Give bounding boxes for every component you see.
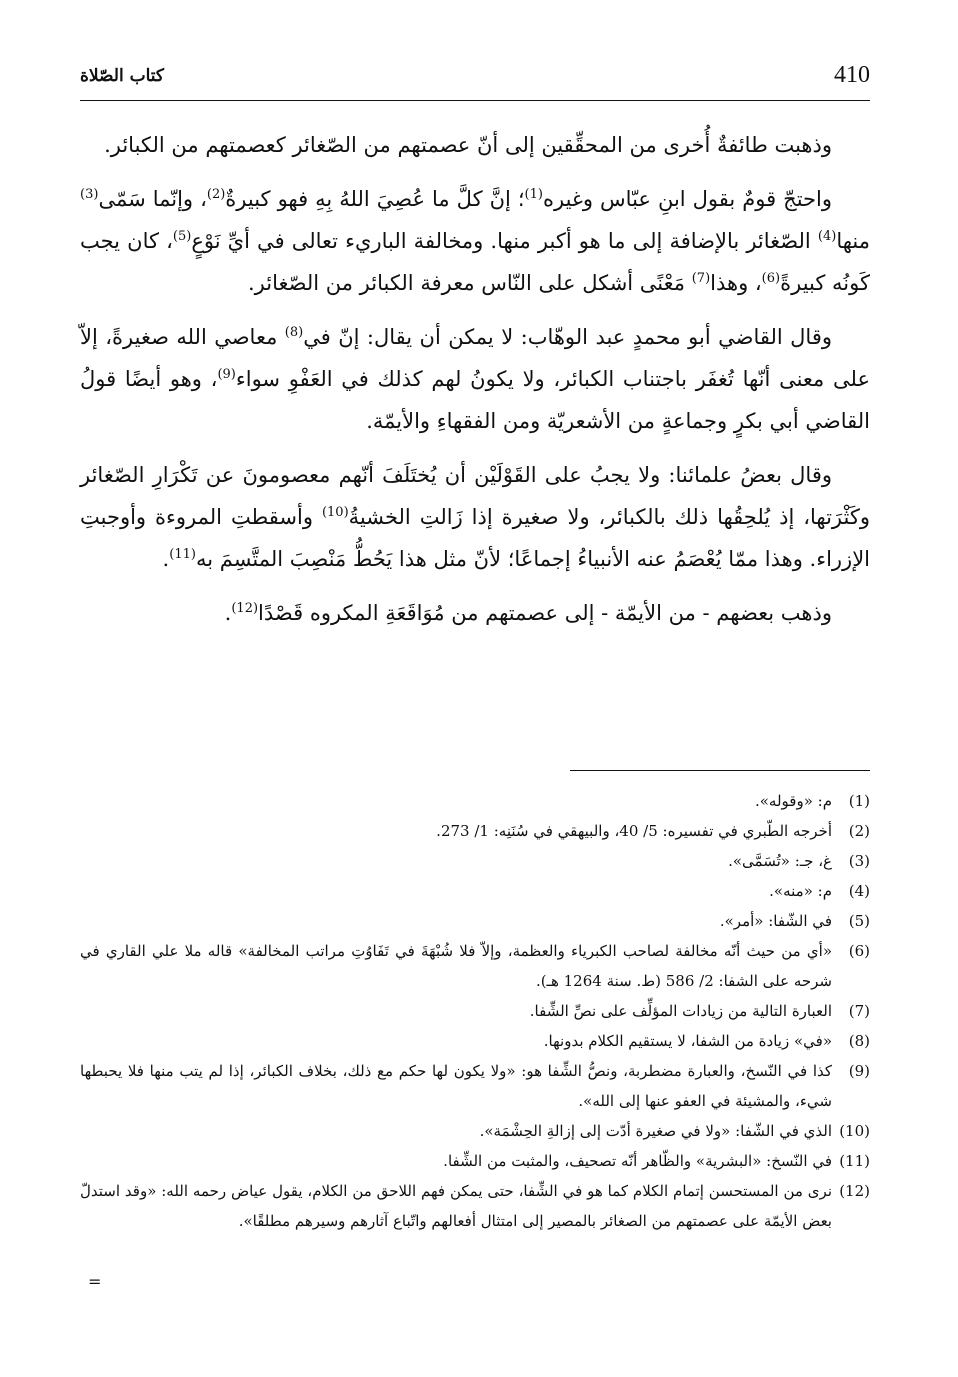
footnote — [80, 1116, 870, 1146]
footnote-text: في النّسخ: «البشرية» والظّاهر أنّه تصحيف، والمثبت من الشِّفا. — [443, 1152, 832, 1170]
footnote-number: (10) — [839, 1122, 870, 1140]
paragraph-2 — [80, 178, 870, 304]
footnote — [80, 876, 870, 906]
paragraph-4 — [80, 454, 870, 580]
p2-text-g: ، وهذا — [710, 271, 762, 295]
p2-text-h: مَعْنًى أشكل على النّاس معرفة الكبائر من الصّغائر. — [247, 271, 692, 295]
page-number: 410 — [834, 62, 870, 88]
footnote-ref-4[interactable]: (4) — [817, 229, 837, 244]
footnote-text: م: «وقوله». — [754, 792, 832, 810]
paragraph-3 — [80, 316, 870, 442]
footnote-ref-2[interactable]: (2) — [206, 187, 226, 202]
footnote-text: كذا في النّسخ، والعبارة مضطربة، ونصُّ الشِّفا هو: «ولا يكون لها حكم مع ذلك، بخلاف الكبائر، إذا لم يتب منها فلا يحبطها شيء، والمشيئة في العفو عنها إلى الله». — [80, 1062, 832, 1110]
footnote-number: (8) — [848, 1032, 870, 1050]
footnote-ref-5[interactable]: (5) — [172, 229, 192, 244]
footnote-ref-6[interactable]: (6) — [761, 271, 781, 286]
footnote-ref-10[interactable]: (10) — [321, 505, 349, 520]
footnote-number: (11) — [839, 1152, 870, 1170]
footnote — [80, 1026, 870, 1056]
p3-text-a: وقال القاضي أبو محمدٍ عبد الوهّاب: لا يمكن أن يقال: إنّ في — [303, 325, 832, 349]
p4-text-b: وأسقطتِ المروءة وأوجبتِ الإزراء. وهذا ممّا يُعْصَمُ عنه الأنبياءُ إجماعًا؛ لأنّ مثل هذا يَحُطُّ مَنْصِبَ المتَّسِمَ به — [80, 505, 870, 571]
footnote-text: أخرجه الطّبري في تفسيره: 5/ 40، والبيهقي في سُنَنِه: 1/ 273. — [436, 822, 832, 840]
footnote-text: نرى من المستحسن إتمام الكلام كما هو في الشِّفا، حتى يمكن فهم اللاحق من الكلام، يقول عياض رحمه الله: «وقد استدلّ بعض الأيمّة على عصمتهم من الصغائر بالمصير إلى امتثال أفعالهم واتّباع آثارهم وسيرهم مطلقًا». — [80, 1182, 832, 1230]
p2-text-b: ؛ إنَّ كلَّ ما عُصِيَ اللهُ بِهِ فهو كبيرةٌ — [225, 187, 525, 211]
footnote-number: (7) — [848, 1002, 870, 1020]
footnote — [80, 996, 870, 1026]
footnote-text: «أي من حيث أنّه مخالفة لصاحب الكبرياء والعظمة، وإلاّ فلا شُبْهَةَ في تَفَاوُتِ مراتب المخالفة» قاله ملا علي القاري في شرحه على الشفا: 2/ 586 (ط. سنة 1264 هـ). — [80, 942, 832, 990]
page-header — [80, 58, 870, 98]
p2-text-c: ، وإنّما سَمّى — [98, 187, 207, 211]
footnote-text: الذي في الشّفا: «ولا في صغيرة أدّت إلى إزالةِ الحِشْمَة». — [479, 1122, 832, 1140]
p1-text: وذهبت طائفةٌ أُخرى من المحقِّقين إلى أنّ عصمتهم من الصّغائر كعصمتهم من الكبائر. — [104, 133, 832, 157]
footnote-ref-1[interactable]: (1) — [524, 187, 543, 202]
footnote-ref-7[interactable]: (7) — [691, 271, 711, 286]
paragraph-1 — [80, 124, 870, 166]
p5-text-b: . — [224, 601, 232, 625]
paragraph-5 — [80, 592, 870, 634]
footnote-text: العبارة التالية من زيادات المؤلِّف على نصِّ الشِّفا. — [529, 1002, 832, 1020]
footnote-text: «في» زيادة من الشفا، لا يستقيم الكلام بدونها. — [543, 1032, 832, 1050]
header-rule — [80, 100, 870, 101]
footnote-text: في الشّفا: «أمر». — [719, 912, 832, 930]
footnote-ref-3[interactable]: (3) — [80, 187, 99, 202]
footnote-ref-9[interactable]: (9) — [217, 367, 236, 382]
running-title: كتاب الصّلاة — [80, 66, 165, 86]
footnote — [80, 786, 870, 816]
p5-text-a: وذهب بعضهم - من الأيمّة - إلى عصمتهم من مُوَاقَعَةِ المكروه قَصْدًا — [258, 601, 832, 625]
continuation-mark: = — [88, 1272, 102, 1291]
p2-text-a: واحتجّ قومٌ بقول ابنِ عبّاس وغيره — [542, 187, 832, 211]
footnote-number: (2) — [848, 822, 870, 840]
footnote-ref-8[interactable]: (8) — [284, 325, 304, 340]
p2-text-f: ، كان يجب كَونُه كبيرةً — [80, 229, 870, 295]
footnote — [80, 816, 870, 846]
p4-text-c: . — [162, 547, 170, 571]
p3-text-c: ، وهو أيضًا قولُ القاضي أبي بكرٍ وجماعةٍ من الأشعريّة ومن الفقهاءِ والأيمّة. — [80, 367, 870, 433]
p3-text-b: معاصي الله صغيرةً، إلاّ على معنى أنّها تُغفَر باجتناب الكبائر، ولا يكونُ لهم كذلك في العَفْوِ سواء — [80, 325, 870, 391]
footnote-text: غ، جـ: «تُسَمَّى». — [728, 852, 832, 870]
footnote — [80, 906, 870, 936]
footnote — [80, 1146, 870, 1176]
footnote-number: (1) — [848, 792, 870, 810]
footnote-number: (5) — [848, 912, 870, 930]
footnotes — [80, 786, 870, 1236]
footnote-rule — [570, 770, 870, 771]
p4-text-a: وقال بعضُ علمائنا: ولا يجبُ على القَوْلَيْن أن يُختَلَفَ أنّهم معصومونَ عن تَكْرَارِ الصّغائر وكَثْرَتها، إذ يُلحِقُها ذلك بالكبائر، ولا صغيرة إذا زَالتِ الخشيةُ — [80, 463, 870, 529]
p2-text-d: منها — [836, 229, 870, 253]
footnote — [80, 936, 870, 996]
footnote-number: (3) — [848, 852, 870, 870]
main-text — [80, 124, 870, 646]
footnote-number: (6) — [848, 942, 870, 960]
footnote — [80, 1056, 870, 1116]
footnote-ref-11[interactable]: (11) — [169, 547, 196, 562]
p2-text-e: الصّغائر بالإضافة إلى ما هو أكبر منها. ومخالفة الباريء تعالى في أيِّ نَوْعٍ — [191, 229, 818, 253]
footnote-ref-12[interactable]: (12) — [231, 601, 259, 616]
footnote-number: (9) — [848, 1062, 870, 1080]
footnote-text: م: «منه». — [769, 882, 832, 900]
footnote — [80, 846, 870, 876]
footnote — [80, 1176, 870, 1236]
footnote-number: (12) — [839, 1182, 870, 1200]
footnote-number: (4) — [848, 882, 870, 900]
